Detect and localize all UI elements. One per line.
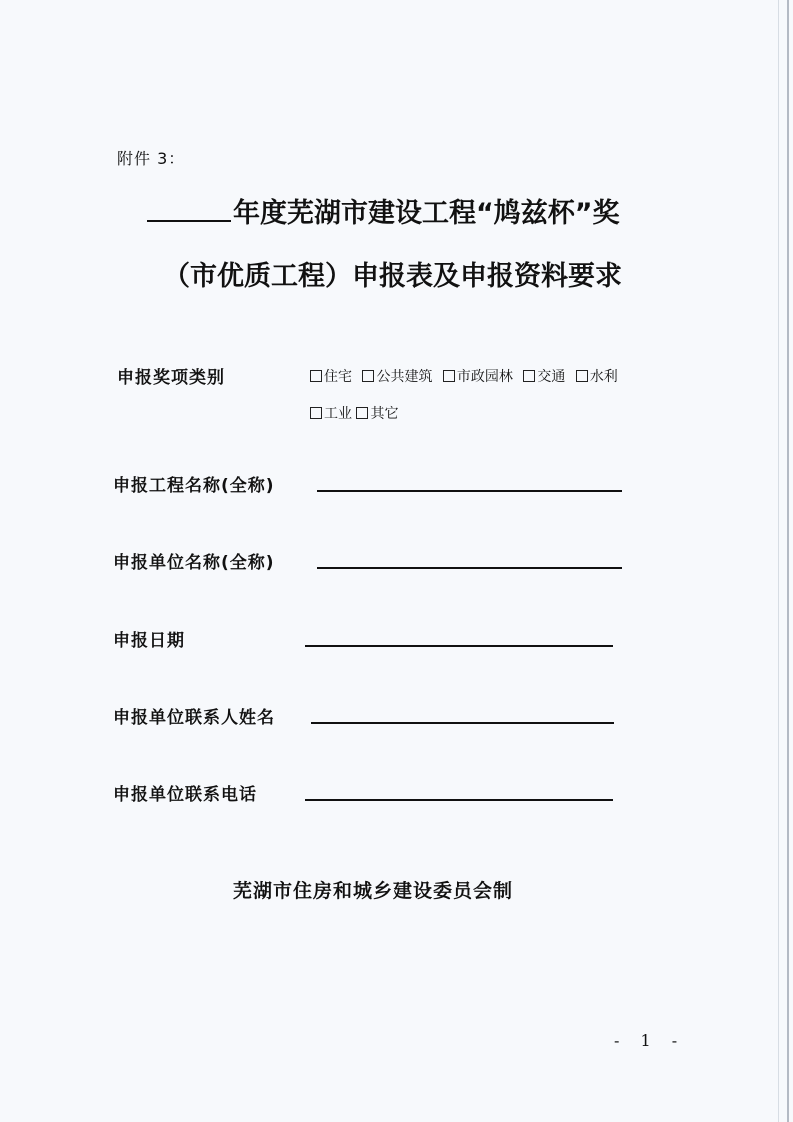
applicant-name-label: 申报单位名称(全称)	[113, 553, 275, 573]
checkbox-icon[interactable]	[310, 407, 322, 419]
option-public-building[interactable]: 公共建筑	[362, 366, 432, 386]
checkbox-icon[interactable]	[576, 370, 588, 382]
checkbox-icon[interactable]	[523, 370, 535, 382]
application-date-field[interactable]	[305, 645, 613, 647]
application-date-label: 申报日期	[113, 631, 185, 651]
page-number: - 1 -	[614, 1031, 686, 1050]
option-transport[interactable]: 交通	[523, 366, 565, 386]
title-line-1	[147, 191, 620, 230]
checkbox-icon[interactable]	[356, 407, 368, 419]
option-industry[interactable]: 工业	[310, 403, 352, 423]
issuer-text: 芜湖市住房和城乡建设委员会制	[233, 880, 514, 902]
option-municipal-garden[interactable]: 市政园林	[443, 366, 513, 386]
applicant-name-field[interactable]	[317, 567, 622, 569]
title-line-1-text: 年度芜湖市建设工程“鸠兹杯”奖	[233, 198, 620, 229]
year-blank[interactable]	[147, 198, 231, 222]
scan-edge-inner	[778, 0, 779, 1122]
project-name-label: 申报工程名称(全称)	[113, 476, 275, 496]
option-water[interactable]: 水利	[576, 366, 618, 386]
checkbox-icon[interactable]	[362, 370, 374, 382]
award-category-label: 申报奖项类别	[117, 368, 225, 388]
title-line-2: （市优质工程）申报表及申报资料要求	[163, 261, 622, 292]
contact-person-field[interactable]	[311, 722, 614, 724]
option-residential[interactable]: 住宅	[310, 366, 352, 386]
checkbox-icon[interactable]	[443, 370, 455, 382]
checkbox-icon[interactable]	[310, 370, 322, 382]
contact-phone-field[interactable]	[305, 799, 613, 801]
award-category-options-row-2	[310, 403, 404, 423]
attachment-label: 附件 3：	[117, 149, 186, 168]
award-category-options-row-1	[310, 366, 624, 386]
contact-person-label: 申报单位联系人姓名	[113, 708, 275, 728]
contact-phone-label: 申报单位联系电话	[113, 785, 257, 805]
project-name-field[interactable]	[317, 490, 622, 492]
option-other[interactable]: 其它	[356, 403, 398, 423]
scan-edge	[787, 0, 789, 1122]
